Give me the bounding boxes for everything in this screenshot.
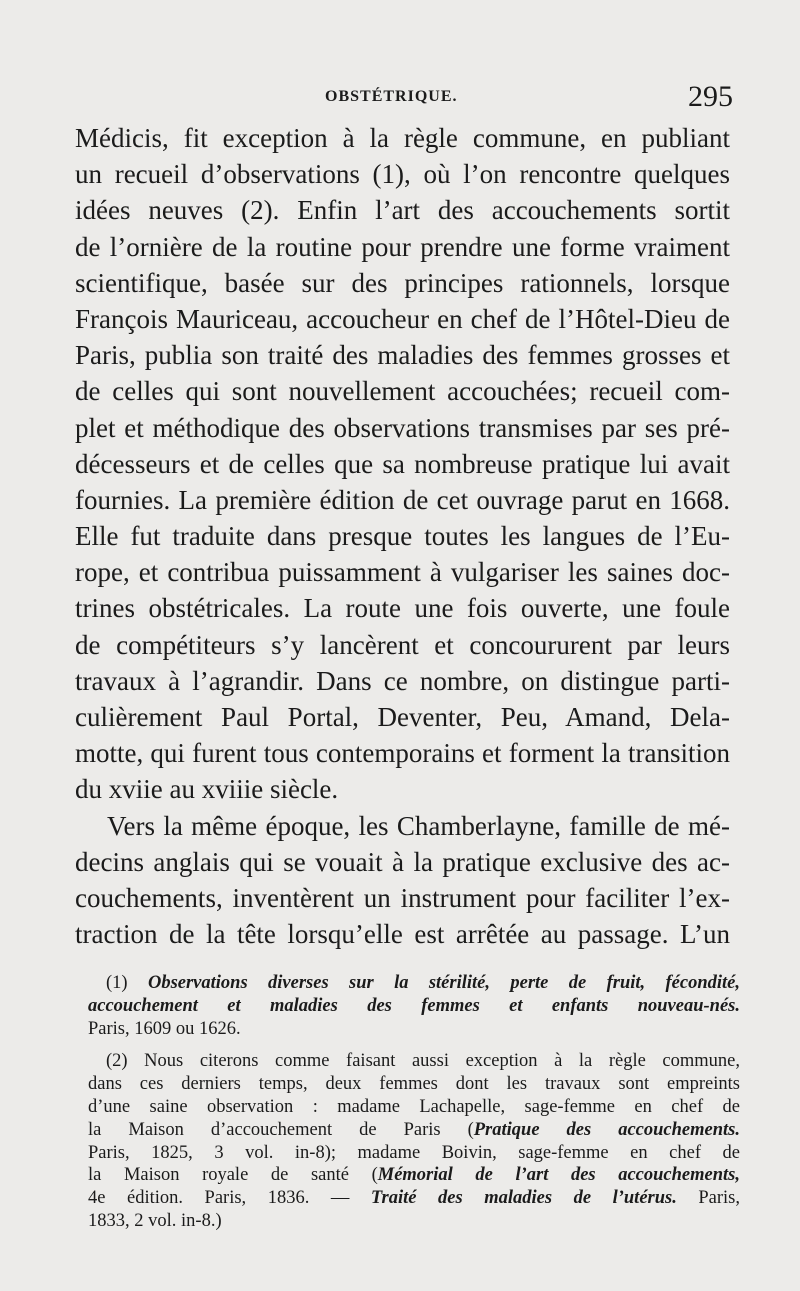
body-line: Vers la même époque, les Chamberlayne, famille de mé-: [107, 810, 730, 841]
body-line: travaux à l’agrandir. Dans ce nombre, on distingue parti-: [75, 665, 730, 696]
footnote-marker: (1): [106, 973, 128, 993]
body-line: fournies. La première édition de cet ouvrage parut en 1668.: [75, 484, 730, 515]
footnote-1: [88, 972, 740, 1040]
body-line: du xviie au xviiie siècle.: [75, 774, 339, 805]
body-line: de celles qui sont nouvellement accouchées; recueil com-: [75, 376, 730, 407]
footnote-line: [88, 1164, 740, 1187]
body-line: Elle fut traduite dans presque toutes les langues de l’Eu-: [75, 521, 730, 552]
footnote-line: Paris, 1825, 3 vol. in-8); madame Boivin, sage-femme en chef de: [88, 1142, 740, 1163]
footnote-line: dans ces derniers temps, deux femmes dont les travaux sont empreints: [88, 1074, 740, 1095]
footnote-text: Paris,: [676, 1188, 741, 1209]
running-head: OBSTÉTRIQUE.: [325, 88, 458, 105]
body-line: François Mauriceau, accoucheur en chef de l’Hôtel-Dieu de: [75, 303, 730, 334]
body-line: un recueil d’observations (1), où l’on rencontre quelques: [75, 159, 730, 190]
body-line: plet et méthodique des observations transmises par ses pré-: [75, 412, 730, 443]
footnote-title: Observations diverses sur la stérilité, perte de fruit, fécondité,: [147, 973, 740, 993]
footnote-title: Mémorial de l’art des accouchements,: [377, 1165, 740, 1186]
body-line: trines obstétricales. La route une fois ouverte, une foule: [75, 593, 730, 624]
footnote-line: 1833, 2 vol. in-8.): [88, 1210, 222, 1231]
body-line: décesseurs et de celles que sa nombreuse pratique lui avait: [75, 448, 730, 479]
footnote-title: Traité des maladies de l’utérus.: [370, 1188, 677, 1209]
footnote-line: [88, 995, 740, 1018]
body-line: traction de la tête lorsqu’elle est arrêtée au passage. L’un: [75, 919, 730, 950]
body-line: motte, qui furent tous contemporains et forment la transition: [75, 738, 730, 769]
footnote-text: 4e édition. Paris, 1836. —: [88, 1188, 371, 1209]
body-line: couchements, inventèrent un instrument pour faciliter l’ex-: [75, 882, 730, 913]
body-line: de l’ornière de la routine pour prendre une forme vraiment: [75, 231, 730, 262]
body-line: Paris, publia son traité des maladies des femmes grosses et: [75, 340, 730, 371]
body-line: decins anglais qui se vouait à la pratique exclusive des ac-: [75, 846, 730, 877]
body-line: idées neuves (2). Enfin l’art des accouchements sortit: [75, 195, 730, 226]
footnote-line: [88, 1187, 740, 1210]
footnote-line: (2) Nous citerons comme faisant aussi exception à la règle commune,: [106, 1051, 740, 1072]
page-header: [75, 80, 735, 120]
footnote-line: Paris, 1609 ou 1626.: [88, 1018, 241, 1039]
footnote-text: la Maison d’accouchement de Paris (: [88, 1119, 474, 1140]
footnote-title: accouchement et maladies des femmes et enfants nouveau-nés.: [88, 995, 740, 1016]
body-line: de compétiteurs s’y lancèrent et concoururent par leurs: [75, 629, 730, 660]
footnote-line: d’une saine observation : madame Lachapelle, sage-femme en chef de: [88, 1096, 740, 1117]
footnotes: [88, 972, 740, 1233]
footnote-text: la Maison royale de santé (: [88, 1165, 378, 1186]
body-text: [75, 120, 730, 952]
footnote-line: [88, 972, 740, 995]
body-line: rope, et contribua puissamment à vulgariser les saines doc-: [75, 557, 730, 588]
footnote-title: Pratique des accouchements.: [473, 1119, 740, 1140]
page-number: 295: [688, 80, 733, 113]
body-line: scientifique, basée sur des principes rationnels, lorsque: [75, 267, 730, 298]
body-line: culièrement Paul Portal, Deventer, Peu, Amand, Dela-: [75, 702, 730, 732]
footnote-2: [88, 1050, 740, 1232]
footnote-line: [88, 1119, 740, 1142]
body-line: Médicis, fit exception à la règle commune, en publiant: [75, 123, 730, 153]
